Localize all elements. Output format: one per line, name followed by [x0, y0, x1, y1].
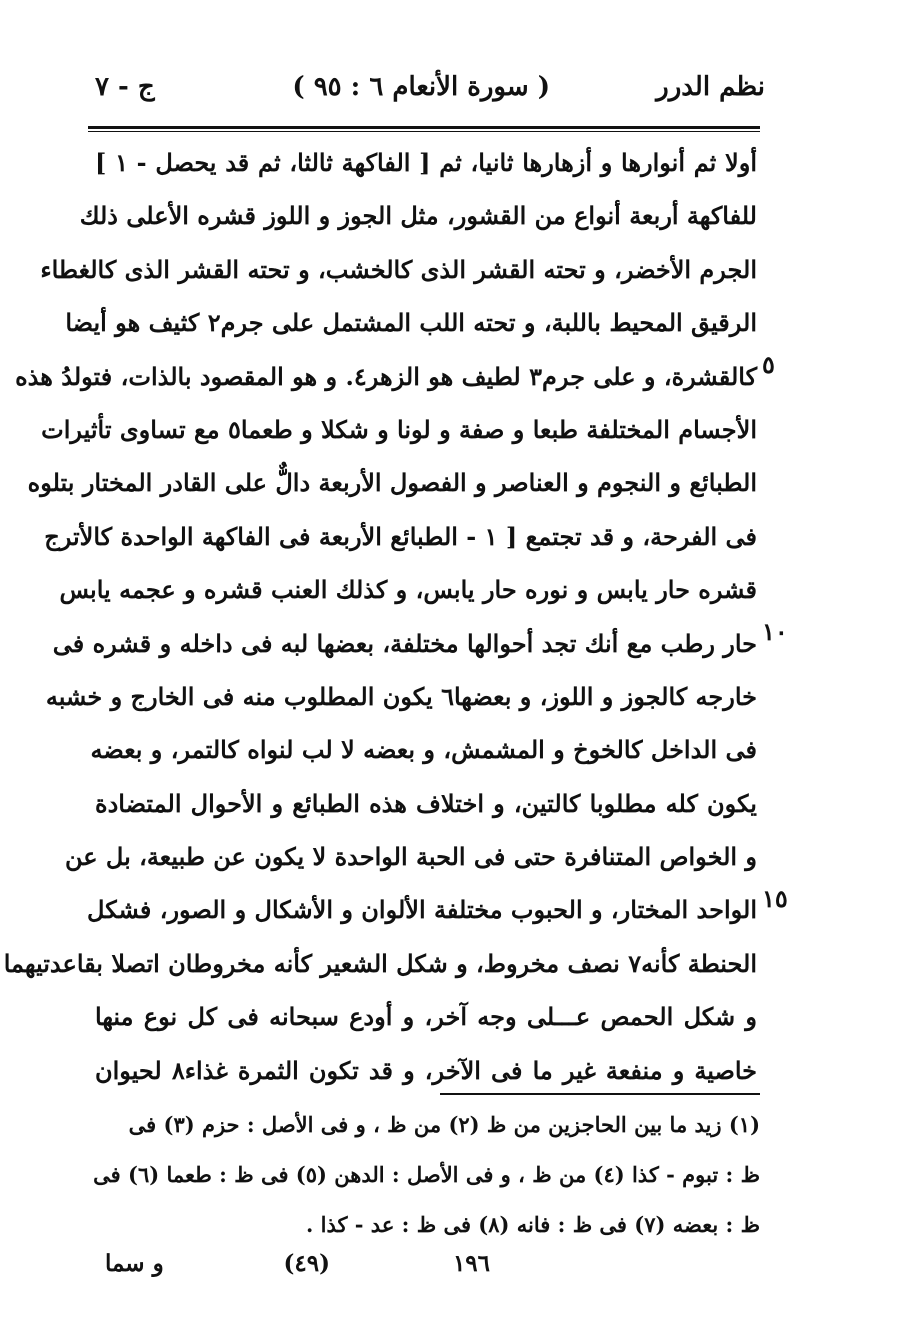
footnote-rule [440, 1093, 760, 1095]
page-header [95, 72, 765, 112]
text-line: كالقشرة، و على جرم٣ لطيف هو الزهر٤. و هو المقصود بالذات، فتولدُ هذه [15, 361, 757, 391]
signature-number: (٤٩) [283, 1250, 330, 1277]
footnote-line: ظ : بعضه (٧) فى ظ : فانه (٨) فى ظ : عد - كذا . [305, 1212, 760, 1237]
text-line: الحنطة كأنه٧ نصف مخروط، و شكل الشعير كأنه مخروطان اتصلا بقاعدتيهما [3, 948, 757, 978]
page-number: ١٩٦ [452, 1250, 490, 1277]
footnotes [93, 1100, 760, 1250]
text-line: يكون كله مطلوبا كالتين، و اختلاف هذه الطبائع و الأحوال المتضادة [95, 788, 757, 818]
text-line: و الخواص المتنافرة حتى فى الحبة الواحدة لا يكون عن طبيعة، بل عن [64, 842, 757, 872]
header-rule [88, 126, 760, 129]
line-number-10: ١٠ [762, 617, 788, 646]
text-line: خاصية و منفعة غير ما فى الآخر، و قد تكون الثمرة غذاء٨ لحيوان [95, 1055, 758, 1085]
text-line: فى الداخل كالخوخ و المشمش، و بعضه لا لب لنواه كالتمر، و بعضه [90, 735, 757, 765]
text-line: الجرم الأخضر، و تحته القشر الذى كالخشب، و تحته القشر الذى كالغطاء [40, 254, 757, 284]
main-text [3, 136, 758, 1097]
line-number-15: ١٥ [762, 884, 788, 913]
running-title: نظم الدرر [656, 72, 765, 102]
footnote-line: (١) زيد ما بين الحاجزين من ظ (٢) من ظ ، و فى الأصل : حزم (٣) فى [128, 1112, 760, 1137]
text-line: قشره حار يابس و نوره حار يابس، و كذلك العنب قشره و عجمه يابس [59, 575, 757, 605]
text-line: الرقيق المحيط باللبة، و تحته اللب المشتمل على جرم٢ كثيف هو أيضا [65, 308, 757, 338]
footnote-line: ظ : تبوم - كذا (٤) من ظ ، و فى الأصل : الدهن (٥) فى ظ : طعما (٦) فى [93, 1162, 760, 1187]
text-line: فى الفرحة، و قد تجتمع [ ١ - الطبائع الأربعة فى الفاكهة الواحدة كالأترج [44, 521, 757, 551]
volume-label: ج - ٧ [95, 72, 155, 102]
text-line: و شكل الحمص عـــلى وجه آخر، و أودع سبحانه فى كل نوع منها [95, 1002, 757, 1032]
header-rule-thin [88, 131, 760, 132]
text-line: خارجه كالجوز و اللوز، و بعضها٦ يكون المطلوب منه فى الخارج و خشبه [45, 681, 757, 711]
text-line: الطبائع و النجوم و العناصر و الفصول الأربعة دالٌّ على القادر المختار بتلوه [27, 468, 757, 498]
text-line: الأجسام المختلفة طبعا و صفة و لونا و شكلا و طعما٥ مع تساوى تأثيرات [41, 414, 757, 444]
text-line: للفاكهة أربعة أنواع من القشور، مثل الجوز و اللوز قشره الأعلى ذلك [79, 201, 757, 231]
line-number-5: ٥ [762, 350, 775, 379]
text-line: أولا ثم أنوارها و أزهارها ثانيا، ثم [ الفاكهة ثالثا، ثم قد يحصل - ١ ] [95, 148, 757, 177]
page-footer [95, 1250, 760, 1286]
text-line: الواحد المختار، و الحبوب مختلفة الألوان و الأشكال و الصور، فشكل [87, 895, 757, 925]
surah-reference: ( سورة الأنعام ٦ : ٩٥ ) [292, 72, 550, 102]
text-line: حار رطب مع أنك تجد أحوالها مختلفة، بعضها لبه فى داخله و قشره فى [52, 628, 757, 658]
catchword: و سما [105, 1250, 164, 1277]
